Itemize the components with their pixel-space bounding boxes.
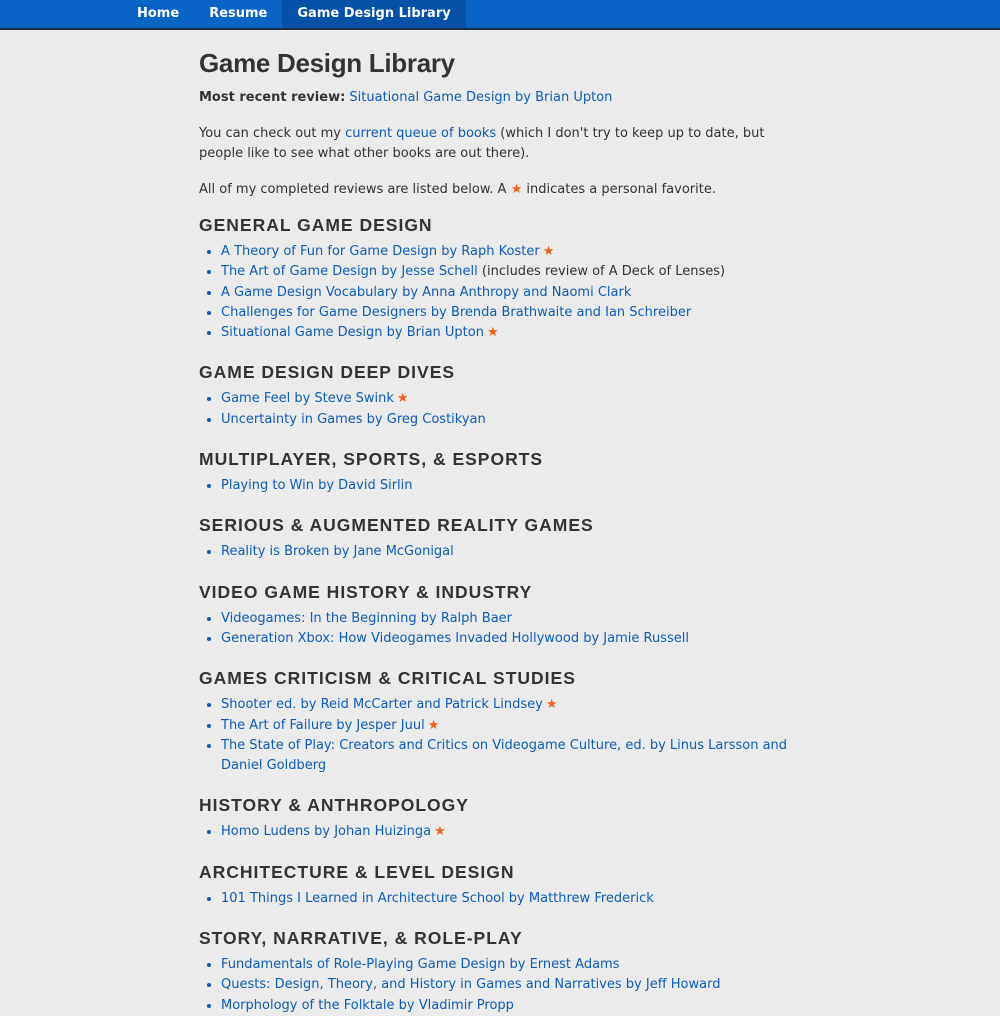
recent-review-link[interactable]: Situational Game Design by Brian Upton [349, 90, 613, 105]
review-link[interactable]: The State of Play: Creators and Critics on Videogame Culture, ed. by Linus Larsson and Daniel Goldberg [221, 737, 788, 774]
review-link[interactable]: Playing to Win by David Sirlin [221, 478, 413, 494]
section-heading: STORY, NARRATIVE, & ROLE-PLAY [199, 928, 523, 949]
queue-text-pre: You can check out my [199, 126, 341, 141]
review-link[interactable]: A Theory of Fun for Game Design by Raph Koster [221, 244, 540, 259]
list-item [221, 242, 799, 262]
review-sections [199, 214, 799, 1016]
queue-text-post: (which I don't try to keep up to date, but people like to see what other books are out there). [199, 126, 765, 161]
star-icon: ★ [486, 325, 499, 341]
list-item [221, 629, 799, 649]
nav-game-design-library[interactable]: Game Design Library [282, 0, 465, 28]
section-heading: MULTIPLAYER, SPORTS, & ESPORTS [199, 449, 544, 470]
list-item [221, 716, 799, 736]
section-heading: GAME DESIGN DEEP DIVES [199, 362, 456, 383]
section-heading: SERIOUS & AUGMENTED REALITY GAMES [199, 515, 594, 536]
list-item [221, 476, 799, 496]
legend-text-post: indicates a personal favorite. [526, 182, 716, 197]
section-heading: GENERAL GAME DESIGN [199, 215, 433, 235]
list-item [221, 955, 799, 975]
review-list [199, 242, 799, 343]
nav-home[interactable]: Home [137, 6, 180, 21]
review-list [199, 889, 799, 909]
review-link[interactable]: Challenges for Game Designers by Brenda Brathwaite and Ian Schreiber [221, 304, 692, 320]
section-heading: VIDEO GAME HISTORY & INDUSTRY [199, 581, 533, 602]
review-link[interactable]: Fundamentals of Role-Playing Game Design by Ernest Adams [221, 957, 620, 973]
review-list [199, 476, 799, 496]
review-link[interactable]: The Art of Game Design by Jesse Schell [221, 264, 478, 280]
list-item [221, 262, 799, 282]
section-heading: GAMES CRITICISM & CRITICAL STUDIES [199, 668, 576, 689]
list-item [221, 736, 799, 777]
review-list [199, 695, 799, 776]
review-list [199, 389, 799, 430]
review-link[interactable]: Situational Game Design by Brian Upton [221, 325, 484, 341]
nav-resume[interactable]: Resume [209, 6, 268, 21]
review-note: (includes review of A Deck of Lenses) [481, 264, 726, 280]
star-icon: ★ [510, 182, 523, 197]
review-list [199, 609, 799, 650]
review-list [199, 542, 799, 562]
review-link[interactable]: 101 Things I Learned in Architecture School by Matthrew Frederick [221, 890, 654, 906]
page-title: Game Design Library [199, 48, 455, 78]
review-link[interactable]: Homo Ludens by Johan Huizinga [221, 824, 432, 840]
star-icon: ★ [396, 391, 409, 407]
legend-paragraph [199, 180, 799, 200]
legend-text-pre: All of my completed reviews are listed below. A [199, 182, 507, 197]
review-link[interactable]: Videogames: In the Beginning by Ralph Baer [221, 610, 513, 626]
queue-paragraph [199, 124, 799, 164]
section-heading: HISTORY & ANTHROPOLOGY [199, 795, 469, 816]
review-link[interactable]: Quests: Design, Theory, and History in Games and Narratives by Jeff Howard [221, 977, 721, 993]
recent-review-label: Most recent review: [199, 90, 346, 105]
list-item [221, 996, 799, 1016]
star-icon: ★ [542, 244, 555, 259]
review-link[interactable]: The Art of Failure by Jesper Juul [221, 717, 425, 733]
section-heading: ARCHITECTURE & LEVEL DESIGN [199, 861, 515, 882]
review-list [199, 955, 799, 1016]
list-item [221, 609, 799, 629]
list-item [221, 303, 799, 323]
review-link[interactable]: A Game Design Vocabulary by Anna Anthropy and Naomi Clark [221, 284, 632, 300]
review-link[interactable]: Game Feel by Steve Swink [221, 391, 394, 407]
list-item [221, 323, 799, 343]
main-content [199, 48, 799, 1016]
list-item [221, 389, 799, 409]
review-link[interactable]: Generation Xbox: How Videogames Invaded Hollywood by Jamie Russell [221, 630, 689, 646]
list-item [221, 695, 799, 715]
review-list [199, 822, 799, 842]
list-item [221, 975, 799, 995]
star-icon: ★ [434, 824, 446, 840]
review-link[interactable]: Shooter ed. by Reid McCarter and Patrick Lindsey [221, 697, 543, 713]
top-nav-bar [0, 0, 1000, 30]
recent-review-line [199, 88, 799, 108]
list-item [221, 283, 799, 303]
review-link[interactable]: Reality is Broken by Jane McGonigal [221, 544, 454, 560]
review-link[interactable]: Uncertainty in Games by Greg Costikyan [221, 411, 486, 427]
review-link[interactable]: Morphology of the Folktale by Vladimir Propp [221, 997, 514, 1013]
star-icon: ★ [545, 697, 558, 713]
list-item [221, 889, 799, 909]
list-item [221, 822, 799, 842]
queue-link[interactable]: current queue of books [345, 126, 497, 141]
list-item [221, 542, 799, 562]
star-icon: ★ [427, 717, 440, 733]
list-item [221, 410, 799, 430]
top-nav-items [122, 0, 466, 28]
